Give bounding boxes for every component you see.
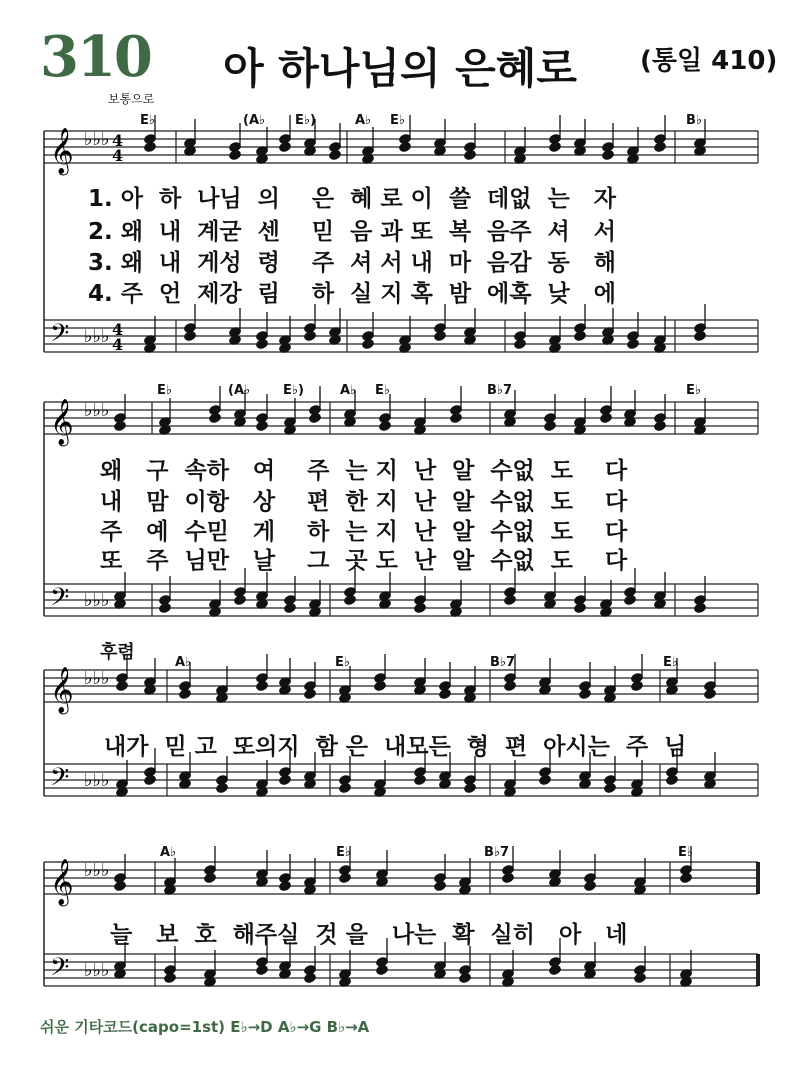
time-signature: 4 [112,320,124,339]
note-head [308,412,322,425]
chord-symbol: E♭ [336,845,352,860]
key-signature-icon: ♭♭♭ [84,960,110,981]
key-signature-icon: ♭♭♭ [84,590,110,611]
note-head [113,420,127,433]
note-head [158,602,172,615]
lyric-line: 4. 주 언 제강 림 하 실 지 혹 밤 에혹 낮 에 [88,281,616,307]
chord-symbol: E♭ [390,113,406,128]
chord-symbol: E♭ [335,655,351,670]
note-head [653,420,667,433]
chord-symbol: E♭) [283,383,304,398]
note-head [603,782,617,795]
lyric-line: 왜 구 속하 여 주 는 지 난 알 수없 도 다 [100,458,628,484]
chord-symbol: B♭7 [490,655,516,670]
chord-symbol: B♭7 [487,383,513,398]
note-head [433,330,447,343]
note-head [548,141,562,154]
note-head [338,782,352,795]
note-head [375,964,389,977]
note-head [413,602,427,615]
note-head [255,338,269,351]
note-head [303,688,317,701]
bass-clef-icon: 𝄢 [50,583,70,618]
note-head [653,141,667,154]
note-head [438,688,452,701]
note-head [278,141,292,154]
note-head [413,774,427,787]
note-head [630,680,644,693]
key-signature-icon: ♭♭♭ [84,326,110,347]
chord-symbol: E♭ [157,383,173,398]
chord-symbol: E♭ [663,655,679,670]
note-head [113,880,127,893]
note-head [633,972,647,985]
treble-clef-icon: 𝄞 [50,128,74,174]
chord-symbol: E♭) [295,113,316,128]
chord-symbol: E♭ [678,845,694,860]
note-head [303,330,317,343]
chord-symbol: E♭ [375,383,391,398]
chord-symbol: (A♭ [243,113,266,128]
hymn-title: 아 하나님의 은혜로 [223,44,577,93]
key-signature-icon: ♭♭♭ [84,860,110,881]
lyric-line: 주 예 수믿 게 하 는 지 난 알 수없 도 다 [100,519,628,545]
treble-clef-icon: 𝄞 [50,667,74,713]
lyric-line: 내 맘 이항 상 편 한 지 난 알 수없 도 다 [100,489,628,515]
note-head [398,141,412,154]
note-head [573,330,587,343]
note-head [208,412,222,425]
note-head [228,149,242,162]
note-head [513,338,527,351]
note-head [601,149,615,162]
note-head [373,680,387,693]
note-head [233,594,247,607]
bass-clef-icon: 𝄢 [50,763,70,798]
chord-symbol: A♭ [340,383,357,398]
treble-clef-icon: 𝄞 [50,399,74,445]
key-signature-icon: ♭♭♭ [84,400,110,421]
note-head [255,680,269,693]
note-head [548,964,562,977]
note-head [178,688,192,701]
chord-symbol: (A♭ [228,383,251,398]
bass-clef-icon: 𝄢 [50,953,70,988]
note-head [163,972,177,985]
note-head [203,872,217,885]
lyric-line: 늘 보 호 해주실 것 을 나는 확 실히 아 네 [110,922,628,948]
chord-symbol: A♭ [175,655,192,670]
note-head [378,420,392,433]
note-head [665,774,679,787]
chord-symbol: A♭ [355,113,372,128]
note-head [361,338,375,351]
note-head [255,420,269,433]
note-head [183,330,197,343]
note-head [578,688,592,701]
note-head [503,594,517,607]
note-head [255,964,269,977]
note-head [433,880,447,893]
note-head [338,872,352,885]
note-head [343,594,357,607]
lyric-line: 2. 왜 내 계굳 센 믿 음 과 또 복 음주 셔 서 [88,219,616,245]
guitar-chord-note: 쉬운 기타코드(capo=1st) E♭→D A♭→G B♭→A [40,1018,370,1036]
note-head [599,412,613,425]
note-head [538,774,552,787]
time-signature: 4 [112,131,124,150]
tempo-marking: 보통으로 [108,92,155,106]
note-head [626,338,640,351]
chord-symbol: E♭ [686,383,702,398]
note-head [463,782,477,795]
note-head [503,680,517,693]
note-head [215,782,229,795]
note-head [278,880,292,893]
note-head [679,872,693,885]
bass-clef-icon: 𝄢 [50,319,70,354]
refrain-label: 후렴 [100,642,135,663]
note-head [583,880,597,893]
chord-symbol: B♭7 [484,845,510,860]
note-head [115,680,129,693]
time-signature: 4 [112,335,124,354]
note-head [693,330,707,343]
chord-symbol: B♭ [686,113,703,128]
note-head [693,602,707,615]
note-head [278,774,292,787]
chord-symbol: A♭ [160,845,177,860]
key-signature-icon: ♭♭♭ [84,668,110,689]
time-signature: 4 [112,146,124,165]
lyric-line: 내가 믿 고 또의지 함 은 내모든 형 편 아시는 주 님 [104,734,687,760]
note-head [573,602,587,615]
treble-clef-icon: 𝄞 [50,859,74,905]
unified-hymnal-number: (통일 410) [640,46,778,76]
note-head [463,149,477,162]
hymn-number: 310 [40,24,151,90]
lyric-line: 1. 아 하 나님 의 은 혜 로 이 쓸 데없 는 자 [88,186,616,212]
note-head [143,141,157,154]
key-signature-icon: ♭♭♭ [84,770,110,791]
note-head [458,972,472,985]
note-head [449,412,463,425]
chord-symbol: E♭ [140,113,156,128]
note-head [303,972,317,985]
note-head [501,872,515,885]
lyric-line: 3. 왜 내 게성 령 주 셔 서 내 마 음감 동 해 [88,250,616,276]
note-head [623,594,637,607]
note-head [328,149,342,162]
lyric-line: 또 주 님만 날 그 곳 도 난 알 수없 도 다 [100,548,628,574]
note-head [543,420,557,433]
key-signature-icon: ♭♭♭ [84,129,110,150]
note-head [703,688,717,701]
note-head [283,602,297,615]
note-head [143,774,157,787]
